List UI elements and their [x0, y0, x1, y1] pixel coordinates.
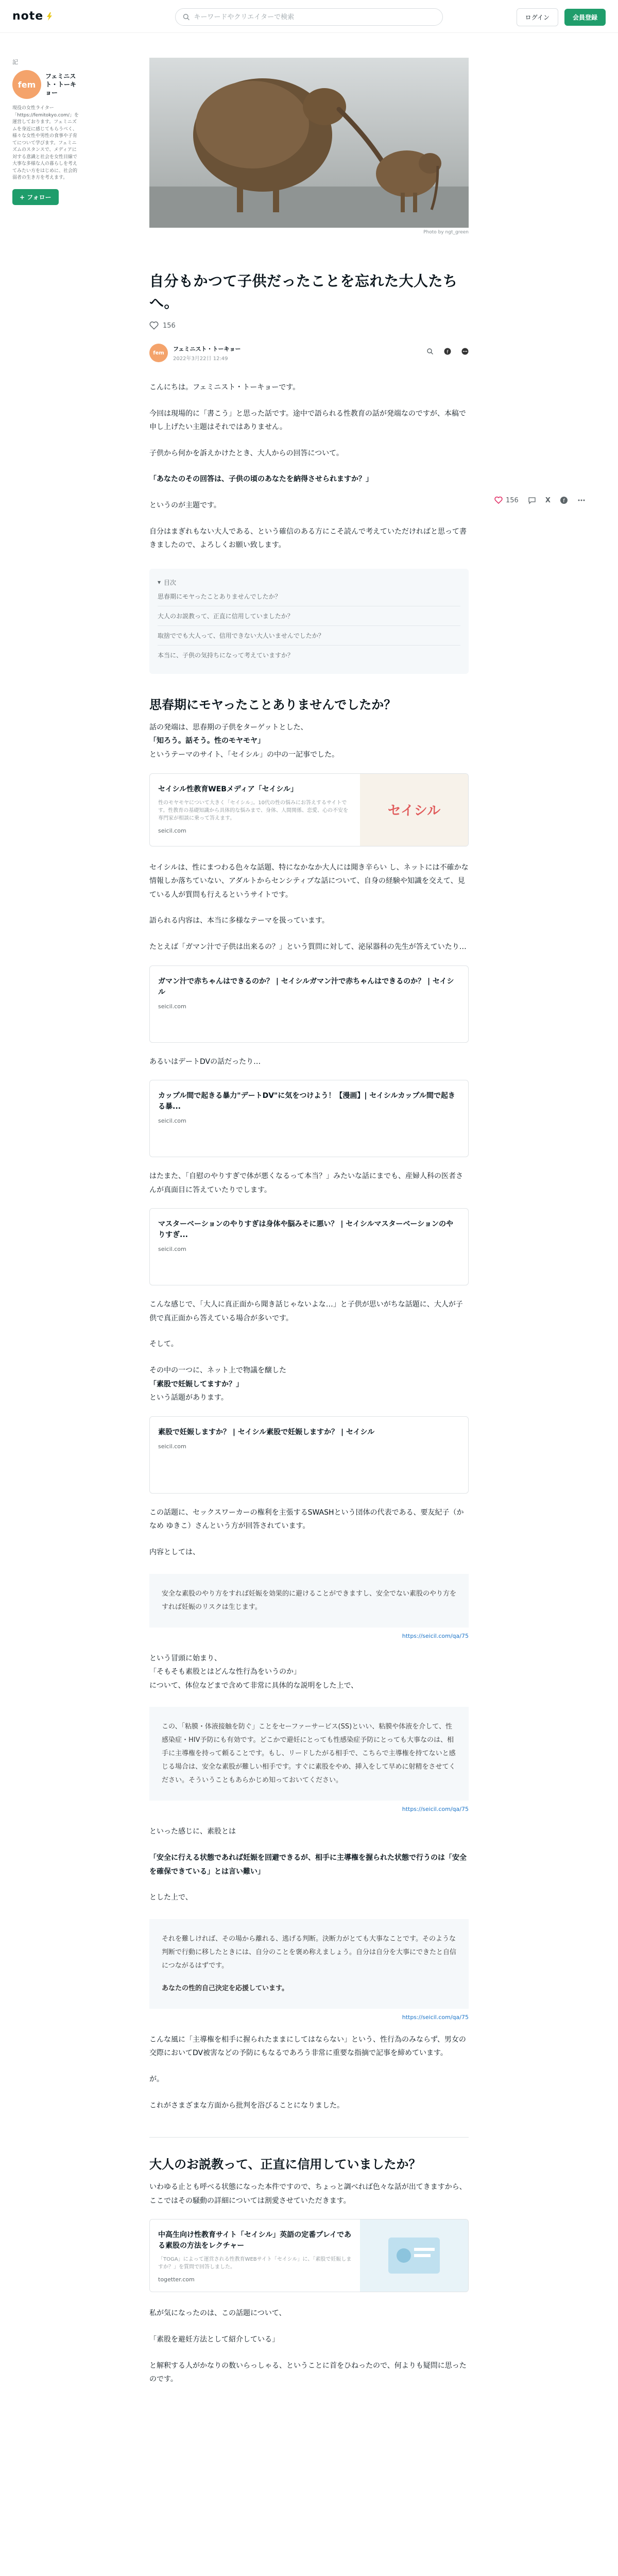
card-domain: togetter.com [158, 2276, 195, 2283]
quote-source-link[interactable]: https://seicil.com/qa/75 [402, 1632, 469, 1639]
author-name[interactable]: フェミニスト・トーキョー [173, 345, 241, 352]
paragraph: いわゆる止とも呼べる状態になった本件ですので、ちょっと調べれば色々な話が出てきますから、ここではその騒動の詳細については割愛させていただきます。 [149, 2183, 467, 2205]
paragraph: 内容としては、 [149, 1548, 200, 1557]
hero-image [149, 58, 469, 228]
quote-text: あなたの性的自己決定を応援しています。 [162, 1984, 288, 1992]
heart-icon[interactable] [149, 321, 159, 330]
paragraph: これがさまざまな方面から批判を浴びることになりました。 [149, 2101, 344, 2110]
toc-title: 目次 [164, 579, 177, 586]
magazine-label: 記 [12, 59, 18, 65]
logo-bolt-icon [45, 12, 54, 21]
seicil-logo: セイシル [387, 803, 441, 819]
note-logo[interactable] [12, 10, 54, 23]
paragraph: というのが主題です。 [149, 501, 221, 510]
divider [149, 2137, 469, 2138]
paragraph: 今回は現場的に「書こう」と思った話です。途中で語られる性教育の話が発端なのですが、本稿で申し上げたい主題はそれではありません。 [149, 409, 466, 432]
like-row[interactable] [149, 321, 469, 330]
svg-text:f: f [447, 350, 449, 355]
paragraph: 「あなたのその回答は、子供の頃のあなたを納得させられますか？」 [149, 475, 373, 484]
article-title: 自分もかつて子供だったことを忘れた大人たちへ。 [149, 273, 458, 311]
card-title: ガマン汁で赤ちゃんはできるのか？ | セイシルガマン汁で赤ちゃんはできるのか？ | セイシル [158, 977, 454, 996]
paragraph: といった感じに、素股とは [149, 1827, 236, 1836]
paragraph: について、体位などまで含めて非常に具体的な説明をした上で、 [149, 1681, 358, 1690]
follow-label: フォロー [27, 193, 52, 201]
like-action[interactable] [494, 496, 519, 504]
blockquote [149, 1919, 469, 2009]
toc-item[interactable]: 本当に、子供の気持ちになって考えていますか？ [158, 651, 294, 659]
paragraph: 「そもそも素股とはどんな性行為をいうのか」 [149, 1668, 301, 1676]
paragraph: という冒頭に始まり、 [149, 1654, 221, 1663]
togetter-thumbnail-icon [383, 2232, 445, 2279]
card-title: カップル間で起きる暴力"デートDV"に気をつけよう！【漫画】| セイシルカップル間で起きる暴... [158, 1092, 455, 1111]
search-input[interactable] [194, 13, 435, 21]
paragraph: 「安全に行える状態であれば妊娠を回避できるが、相手に主導権を握られた状態で行うのは「安全を確保できている」とは言い難い」 [149, 1854, 467, 1876]
like-count: 156 [163, 321, 176, 330]
quote-text: 安全な素股のやり方をすれば妊娠を効果的に避けることができますし、安全でない素股のやり方をすれば妊娠のリスクは生じます。 [162, 1589, 457, 1611]
card-description: 「TOGA」によって運営される性教育WEBサイト「セイシル」に、「素股で妊娠しますか？」を質問で回答しました。 [158, 2257, 352, 2270]
card-title: マスターベーションのやりすぎは身体や脳みそに悪い？ | セイシルマスターベーションのやりすぎ... [158, 1220, 453, 1240]
paragraph: とした上で、 [149, 1893, 193, 1902]
card-title: 素股で妊娠しますか？ | セイシル素股で妊娠しますか？ | セイシル [158, 1428, 375, 1436]
card-domain: seicil.com [158, 827, 186, 834]
paragraph: と解釈する人がかなりの数いらっしゃる、ということに首をひねったので、何よりも疑問に思ったのです。 [149, 2361, 467, 2384]
article-body [149, 270, 469, 2386]
toc-item[interactable]: 大人のお説教って、正直に信用していましたか？ [158, 606, 460, 626]
paragraph: あるいはデートDVの話だったり… [149, 1057, 261, 1066]
more-icon[interactable] [577, 496, 586, 504]
svg-text:f: f [563, 498, 565, 504]
follow-button[interactable] [12, 189, 59, 205]
more-icon[interactable] [461, 348, 469, 355]
logo-text: note [12, 10, 44, 23]
paragraph: こんな感じで、「大人に真正面から聞き話じゃないよな…」と子供が思いがちな話題に、大人が子供で真正面から答えている場合が多いです。 [149, 1300, 463, 1323]
paragraph: この話題に、セックスワーカーの権利を主張するSWASHという団体の代表である、要友紀子（かなめ ゆきこ）さんという方が回答されています。 [149, 1508, 464, 1531]
paragraph: 「知ろう。話そう。性のモヤモヤ」 [149, 737, 265, 745]
paragraph: こんにちは。フェミニスト・トーキョーです。 [149, 383, 300, 392]
signup-button[interactable]: 会員登録 [564, 9, 606, 26]
facebook-icon[interactable] [444, 348, 451, 355]
paragraph: 自分はまぎれもない大人である、という確信のある方にこそ読んで考えていただければと思って書きましたので、よろしくお願い致します。 [149, 527, 467, 550]
quote-source-link[interactable]: https://seicil.com/qa/75 [402, 2013, 469, 2021]
creator-name[interactable]: フェミニスト・トーキョー [45, 72, 77, 97]
link-card[interactable] [149, 1208, 469, 1285]
toc-item[interactable]: 取捨ででも大人って、信用できない大人いませんでしたか？ [158, 626, 460, 646]
floating-actions [494, 496, 586, 504]
facebook-icon[interactable] [560, 496, 568, 504]
paragraph: こんな風に「主導権を相手に握られたままにしてはならない」という、性行為のみならず、男女の交際においてDV被害などの予防にもなるであろう非常に重要な指摘で記事を締めています。 [149, 2035, 466, 2058]
top-header [0, 0, 618, 33]
card-domain: seicil.com [158, 1117, 186, 1125]
kiwi-bird-photo [149, 58, 469, 228]
creator-sidebar [12, 58, 79, 205]
paragraph: という話題があります。 [149, 1394, 228, 1402]
comment-icon[interactable] [528, 496, 536, 504]
card-domain: seicil.com [158, 1443, 186, 1450]
x-share-icon[interactable]: X [545, 496, 551, 504]
heart-icon [494, 496, 503, 504]
paragraph: たとえば「ガマン汁で子供は出来るの？」という質問に対して、泌尿器科の先生が答えていたり… [149, 942, 467, 951]
card-thumbnail [360, 774, 468, 846]
paragraph: というテーマのサイト、「セイシル」の中の一記事でした。 [149, 750, 339, 759]
login-button[interactable]: ログイン [517, 8, 558, 26]
photo-credit[interactable]: Photo by ngt_green [423, 230, 469, 235]
creator-avatar[interactable]: fem [12, 70, 41, 99]
plus-icon: + [20, 193, 27, 201]
creator-description: 現役の女性ライター「https://femitokyo.com/」を運営しております。フェミニズムを身近に感じてもらうべく、様々な女性や男性の食事や子育てについて学びます。フェミニズムのスタンスで、メディアに対する意識と社会を女性目線で大事な多様な人の暮らしを考えてみたい方をはじめに、社会的弱者の生き方を考えます。 [12, 106, 79, 180]
toc-item[interactable]: 思春期にモヤったことありませんでしたか？ [158, 587, 460, 606]
card-domain: seicil.com [158, 1246, 186, 1253]
toc-header[interactable] [158, 578, 460, 587]
like-count: 156 [506, 496, 519, 504]
paragraph: その中の一つに、ネット上で物議を醸した [149, 1366, 286, 1375]
paragraph: 私が気になったのは、この話題について、 [149, 2309, 286, 2318]
paragraph: が。 [149, 2075, 164, 2083]
search-box[interactable] [175, 8, 443, 26]
link-card[interactable] [149, 773, 469, 846]
publish-date: 2022年3月22日 12:49 [173, 355, 228, 362]
quote-text: この、「粘膜・体液接触を防ぐ」ことをセーファーサービス(SS)といい、粘膜や体液を介して、性感染症・HIV予防にも有効です。どこかで避妊にとっても性感染症予防にとっても大事なのは、相手に主導権を持って頼ることです。もし、リードしたがる相手で、こちらで主導権を持てないと感じる場合は、安全な素股が難しい相手です。すぐに素股をやめ、挿入をして早めに射精をさせてください。そういうこともあらかじめ知っておいてください。 [162, 1723, 456, 1785]
link-card[interactable] [149, 1416, 469, 1494]
table-of-contents [149, 569, 469, 674]
paragraph: はたまた、「自慰のやりすぎで体が悪くなるって本当？」みたいな話にまでも、産婦人科の医者さんが真面目に答えていたりでします。 [149, 1172, 463, 1194]
search-icon [183, 13, 190, 21]
quote-source-link[interactable]: https://seicil.com/qa/75 [402, 1806, 469, 1813]
paragraph: セイシルは、性にまつわる色々な話題、特になかなか大人には聞き辛らい し、ネットには不確かな情報しか落ちていない、アダルトからセンシティブな話について、自身の経験や知識を交えて、見ている人が質問も行えるというサイトです。 [149, 863, 469, 899]
card-domain: seicil.com [158, 1003, 186, 1010]
blockquote [149, 1707, 469, 1801]
author-avatar[interactable]: fem [149, 344, 168, 362]
paragraph: 語られる内容は、本当に多様なテーマを扱っています。 [149, 917, 329, 925]
paragraph: 子供から何かを訴えかけたとき、大人からの回答について。 [149, 449, 344, 457]
section-heading: 思春期にモヤったことありませんでしたか？ [149, 697, 397, 712]
card-title: 中高生向け性教育サイト「セイシル」英語の定番プレイである素股の方法をレクチャー [158, 2231, 351, 2250]
quote-text: それを難しければ、その場から離れる、逃げる判断。決断力がとても大事なことです。そのような判断で行動に移したときには、自分のことを褒め称えましょう。自分は自分を大事にできたと自信につながるはずです。 [162, 1935, 457, 1970]
paragraph: 「素股で妊娠してますか？」 [149, 1380, 243, 1388]
section-heading: 大人のお説教って、正直に信用していましたか？ [149, 2157, 421, 2172]
paragraph: 「素股を避妊方法として紹介している」 [149, 2335, 279, 2344]
chevron-down-icon: ▾ [158, 579, 161, 586]
paragraph: 話の発端は、思春期の子供をターゲットとした、 [149, 723, 308, 732]
link-card[interactable] [149, 965, 469, 1043]
card-thumbnail [360, 2219, 468, 2292]
card-description: 性のモヤモヤについて大きく「セイシル」。10代の性の悩みにお答えするサイトです。性教育の基礎知識から具体的な悩みまで、身体、人間関係、恋愛、心の不安を専門家が相談に乗って答えます。 [158, 800, 348, 821]
card-title: セイシル性教育WEBメディア「セイシル」 [158, 785, 298, 793]
link-card[interactable] [149, 1080, 469, 1157]
blockquote [149, 1574, 469, 1628]
paragraph: そして。 [149, 1340, 178, 1349]
search-icon[interactable] [426, 348, 434, 355]
author-row [149, 344, 469, 362]
link-card[interactable] [149, 2219, 469, 2292]
